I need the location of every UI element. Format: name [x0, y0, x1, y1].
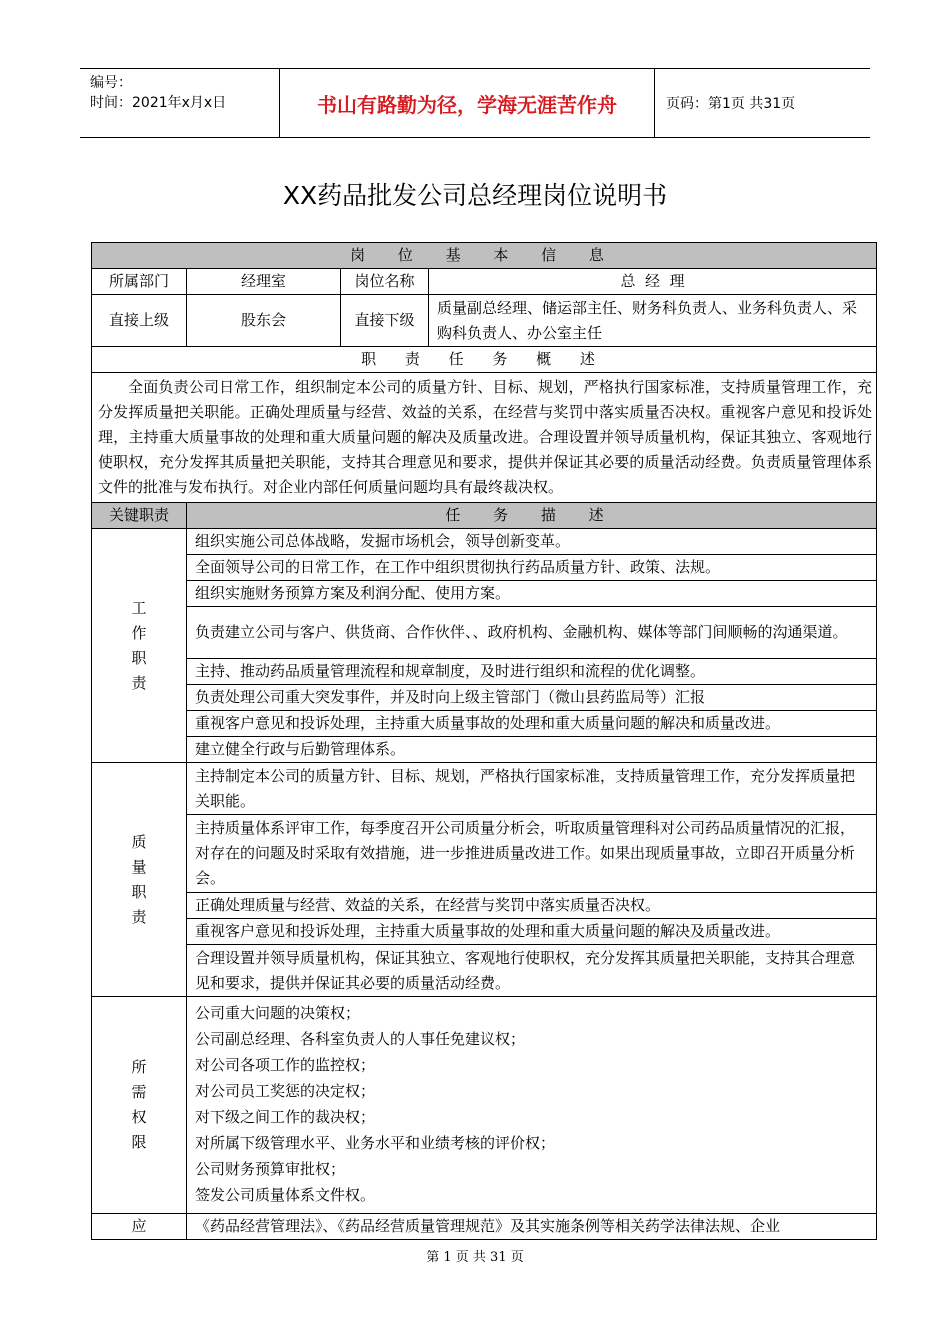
time-label: 时间：2021年x月x日: [90, 95, 227, 111]
list-item: 对下级之间工作的裁决权；: [195, 1108, 376, 1126]
superior-value: 股东会: [187, 295, 341, 347]
page-footer: 第 1 页 共 31 页: [426, 1250, 524, 1265]
overview-text: 全面负责公司日常工作，组织制定本公司的质量方针、目标、规划，严格执行国家标准，支持质量管理工作，充分发挥质量把关职能。正确处理质量与经营、效益的关系，在经营与奖罚中落实质量否决权。重视客户意见和投诉处理，主持重大质量事故的处理和重大质量问题的解决及质量改进。合理设置并领导质量机构，保证其独立、客观地行使职权，充分发挥其质量把关职能，支持其合理意见和要求，提供并保证其必要的质量活动经费。负责质量管理体系文件的批准与发布执行。对企业内部任何质量问题均具有最终裁决权。: [92, 373, 877, 503]
header-meta: [80, 69, 280, 137]
superior-label: 直接上级: [92, 295, 187, 347]
list-item: 合理设置并领导质量机构，保证其独立、客观地行使职权，充分发挥其质量把关职能，支持其合理意见和要求，提供并保证其必要的质量活动经费。: [187, 945, 877, 997]
list-item: 公司财务预算审批权；: [195, 1160, 346, 1178]
list-item: 建立健全行政与后勤管理体系。: [187, 737, 877, 763]
list-item: 负责建立公司与客户、供货商、合作伙伴、、政府机构、金融机构、媒体等部门间顺畅的沟通渠道。: [187, 607, 877, 659]
list-item: 主持质量体系评审工作，每季度召开公司质量分析会，听取质量管理科对公司药品质量情况的汇报，对存在的问题及时采取有效措施，进一步推进质量改进工作。如果出现质量事故，立即召开质量分析会。: [187, 815, 877, 893]
authority-label: 所 需 权 限: [92, 997, 187, 1214]
quality-duties-label: 质 量 职 责: [92, 763, 187, 997]
list-item: 公司副总经理、各科室负责人的人事任免建议权；: [195, 1030, 526, 1048]
list-item: 全面领导公司的日常工作，在工作中组织贯彻执行药品质量方针、政策、法规。: [187, 555, 877, 581]
post-label: 岗位名称: [341, 269, 429, 295]
list-item: 签发公司质量体系文件权。: [195, 1186, 376, 1204]
authority-list: [187, 997, 877, 1214]
list-item: 对公司各项工作的监控权；: [195, 1056, 376, 1074]
document-header: [80, 68, 870, 138]
header-motto: 书山有路勤为径，学海无涯苦作舟: [280, 69, 655, 137]
list-item: 公司重大问题的决策权；: [195, 1004, 361, 1022]
page-title: XX药品批发公司总经理岗位说明书: [282, 181, 668, 210]
subordinate-label: 直接下级: [341, 295, 429, 347]
list-item: 对公司员工奖惩的决定权；: [195, 1082, 376, 1100]
header-page-info: 页码：第1页 共31页: [666, 96, 796, 112]
task-desc-label: 任 务 描 述: [187, 503, 877, 529]
dept-value: 经理室: [187, 269, 341, 295]
list-item: 重视客户意见和投诉处理，主持重大质量事故的处理和重大质量问题的解决和质量改进。: [187, 711, 877, 737]
post-value: 总 经 理: [429, 269, 877, 295]
list-item: 负责处理公司重大突发事件，并及时向上级主管部门（微山县药监局等）汇报: [187, 685, 877, 711]
dept-label: 所属部门: [92, 269, 187, 295]
subordinate-value: 质量副总经理、储运部主任、财务科负责人、业务科负责人、采购科负责人、办公室主任: [429, 295, 877, 347]
list-item: 组织实施财务预算方案及利润分配、使用方案。: [187, 581, 877, 607]
section-basic-info: 岗 位 基 本 信 息: [92, 243, 877, 269]
number-label: 编号：: [90, 75, 132, 91]
work-duties-label: 工 作 职 责: [92, 529, 187, 763]
list-item: 对所属下级管理水平、业务水平和业绩考核的评价权；: [195, 1134, 556, 1152]
section-overview: 职 责 任 务 概 述: [92, 347, 877, 373]
job-description-table: [91, 242, 877, 1240]
last-row-text: 《药品经营管理法》、《药品经营质量管理规范》及其实施条例等相关药学法律法规、企业: [187, 1214, 877, 1240]
list-item: 组织实施公司总体战略，发掘市场机会，领导创新变革。: [187, 529, 877, 555]
list-item: 主持制定本公司的质量方针、目标、规划，严格执行国家标准，支持质量管理工作，充分发挥质量把关职能。: [187, 763, 877, 815]
list-item: 重视客户意见和投诉处理，主持重大质量事故的处理和重大质量问题的解决及质量改进。: [187, 919, 877, 945]
last-row-label: 应: [92, 1214, 187, 1240]
list-item: 主持、推动药品质量管理流程和规章制度，及时进行组织和流程的优化调整。: [187, 659, 877, 685]
key-duties-label: 关键职责: [92, 503, 187, 529]
list-item: 正确处理质量与经营、效益的关系，在经营与奖罚中落实质量否决权。: [187, 893, 877, 919]
